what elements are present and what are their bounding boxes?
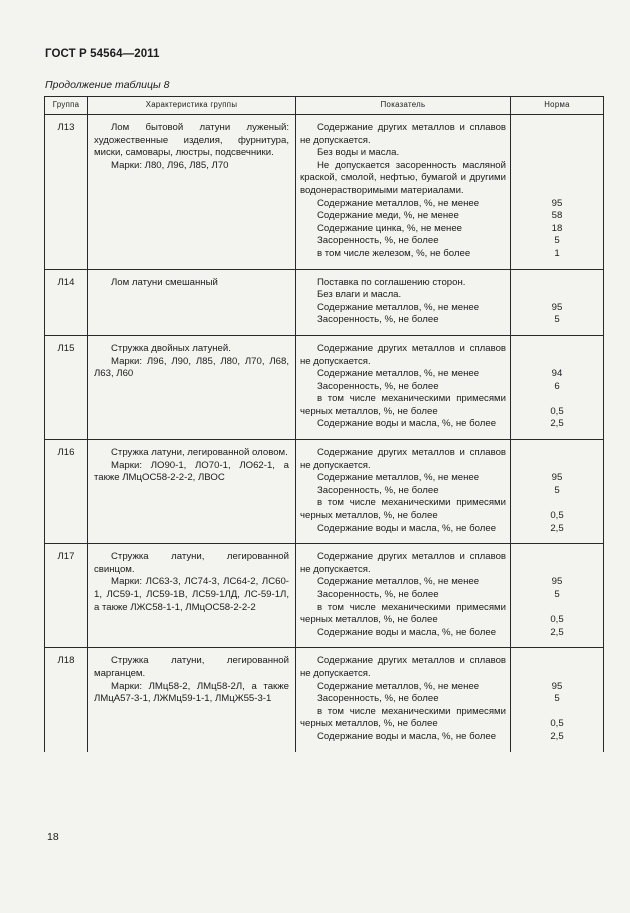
characteristic-text: Стружка двойных латуней. [111,342,231,354]
group-cell [45,335,88,439]
norm-value: 2,5 [550,626,564,638]
indicator-text: Содержание других металлов и сплавов не допускается. [300,447,506,471]
norm-value: 0,5 [550,405,564,417]
indicator-text: Содержание металлов, %, не менее [317,576,480,588]
norm-value: 0,5 [550,614,564,626]
indicator-text: Не допускается засоренность масляной краской, смолой, нефтью, бумагой и другими водонерастворимыми материалами. [300,159,506,196]
column-header-norm: Норма [511,97,604,115]
indicator-text: Содержание других металлов и сплавов не допускается. [300,122,506,146]
indicator-text: в том числе механическими примесями черных металлов, %, не более [300,705,506,730]
group-cell [45,648,88,752]
indicator-text: Содержание меди, %, не менее [317,210,459,222]
characteristic-text: Лом бытовой латуни луженый: художественные изделия, фурнитура, миски, самовары, люстры, подсвечники. [94,122,289,159]
indicator-text: Содержание металлов, %, не менее [317,472,480,484]
indicator-text: Содержание цинка, %, не менее [317,222,463,234]
indicator-cell [296,335,511,439]
indicator-cell [296,440,511,544]
table-header-row [45,97,604,115]
table-row [45,648,604,752]
characteristic-cell [88,544,296,648]
indicator-text: Поставка по соглашению сторон. [317,276,466,288]
indicator-text: Без влаги и масла. [317,289,402,301]
characteristic-text: Лом латуни смешанный [111,276,218,288]
indicator-text: Содержание других металлов и сплавов не допускается. [300,551,506,575]
table-row [45,269,604,335]
table-row [45,440,604,544]
indicator-text: Содержание металлов, %, не менее [317,368,480,380]
norm-value: 58 [551,210,563,222]
norm-value: 2,5 [550,418,564,430]
norm-value [511,551,603,576]
indicator-text: Содержание других металлов и сплавов не допускается. [300,342,506,367]
norm-value: 1 [554,247,560,259]
norm-value: 5 [554,235,560,247]
norm-value [511,655,603,680]
indicator-text: Засоренность, %, не более [317,380,439,392]
norm-value: 95 [551,576,563,588]
page-number: 18 [47,831,59,843]
characteristic-text: Стружка латуни, легированной оловом. [111,447,288,459]
characteristic-cell [88,648,296,752]
norm-value: 2,5 [550,522,564,534]
characteristic-text: Стружка латуни, легированной марганцем. [94,655,289,679]
indicator-text: Засоренность, %, не более [317,484,439,496]
norm-cell [511,269,604,335]
indicator-text: в том числе механическими примесями черных металлов, %, не более [300,497,506,522]
indicator-text: в том числе механическими примесями черных металлов, %, не более [300,601,506,626]
standard-title: ГОСТ Р 54564—2011 [45,48,160,60]
norm-cell [511,115,604,270]
group-code: Л15 [57,342,75,354]
norm-cell [511,335,604,439]
norm-value: 95 [551,197,563,209]
table-row [45,335,604,439]
indicator-text: Содержание воды и масла, %, не более [317,626,497,638]
group-code: Л16 [57,447,75,459]
characteristic-cell [88,335,296,439]
column-header-indicator: Показатель [296,97,511,115]
norm-value [511,289,603,302]
norm-value: 18 [551,222,563,234]
norm-value [511,147,603,160]
indicator-text: Засоренность, %, не более [317,314,439,326]
norm-value [511,160,603,198]
indicator-cell [296,544,511,648]
norm-value: 5 [554,484,560,496]
indicator-text: Содержание воды и масла, %, не более [317,522,497,534]
indicator-text: Засоренность, %, не более [317,693,439,705]
group-cell [45,269,88,335]
group-code: Л13 [57,122,75,133]
norm-value [511,447,603,472]
characteristic-cell [88,440,296,544]
group-cell [45,544,88,648]
table-continuation-caption: Продолжение таблицы 8 [45,79,170,91]
characteristic-text: Стружка латуни, легированной свинцом. [94,551,289,575]
grade-marks-text: Марки: ЛС63-3, ЛС74-3, ЛС64-2, ЛС60-1, ЛС59-1, ЛС59-1В, ЛС59-1ЛД, ЛС-59-1Л, а также ЛЖС58-1-1, ЛМцОС58-2-2-2 [94,576,289,613]
indicator-text: Содержание металлов, %, не менее [317,197,480,209]
norm-value: 95 [551,680,563,692]
indicator-text: Засоренность, %, не более [317,235,439,247]
norm-value: 94 [551,368,563,380]
indicator-text: Засоренность, %, не более [317,589,439,600]
indicator-text: Содержание воды и масла, %, не более [317,730,497,742]
norm-cell [511,440,604,544]
grade-marks-text: Марки: ЛО90-1, ЛО70-1, ЛО62-1, а также ЛМцОС58-2-2-2, ЛВОС [94,459,289,484]
indicator-text: Содержание других металлов и сплавов не допускается. [300,655,506,679]
indicator-text: в том числе железом, %, не более [317,247,471,259]
norm-value [511,122,603,147]
norm-value: 0,5 [550,510,564,522]
indicator-cell [296,115,511,270]
grade-marks-text: Марки: Л96, Л90, Л85, Л80, Л70, Л68, Л63, Л60 [94,355,289,380]
norm-cell [511,544,604,648]
indicator-text: Содержание металлов, %, не менее [317,680,480,692]
norm-value: 2,5 [550,730,564,742]
group-code: Л14 [57,276,75,288]
column-header-group: Группа [45,97,88,115]
norm-value: 95 [551,301,563,313]
group-code: Л18 [57,655,75,667]
norm-value [511,343,603,368]
group-code: Л17 [57,551,75,563]
norm-value: 5 [554,589,560,600]
indicator-text: в том числе механическими примесями черных металлов, %, не более [300,393,506,417]
indicator-cell [296,269,511,335]
norm-value [511,277,603,290]
grade-marks-text: Марки: ЛМц58-2, ЛМц58-2Л, а также ЛМцА57-3-1, ЛЖМц59-1-1, ЛМцЖ55-3-1 [94,680,289,705]
norm-cell [511,648,604,752]
group-cell [45,440,88,544]
indicator-text: Содержание металлов, %, не менее [317,301,480,313]
characteristic-cell [88,269,296,335]
norm-value: 95 [551,472,563,484]
table-row [45,115,604,270]
grade-marks-text: Марки: Л80, Л96, Л85, Л70 [111,159,229,171]
norm-value: 0,5 [550,718,564,730]
norm-value: 5 [554,314,560,326]
materials-table [44,96,604,752]
norm-value: 5 [554,693,560,705]
characteristic-cell [88,115,296,270]
norm-value: 6 [554,380,560,392]
column-header-characteristic: Характеристика группы [88,97,296,115]
group-cell [45,115,88,270]
indicator-text: Без воды и масла. [317,147,400,159]
indicator-text: Содержание воды и масла, %, не более [317,418,497,430]
table-row [45,544,604,648]
indicator-cell [296,648,511,752]
